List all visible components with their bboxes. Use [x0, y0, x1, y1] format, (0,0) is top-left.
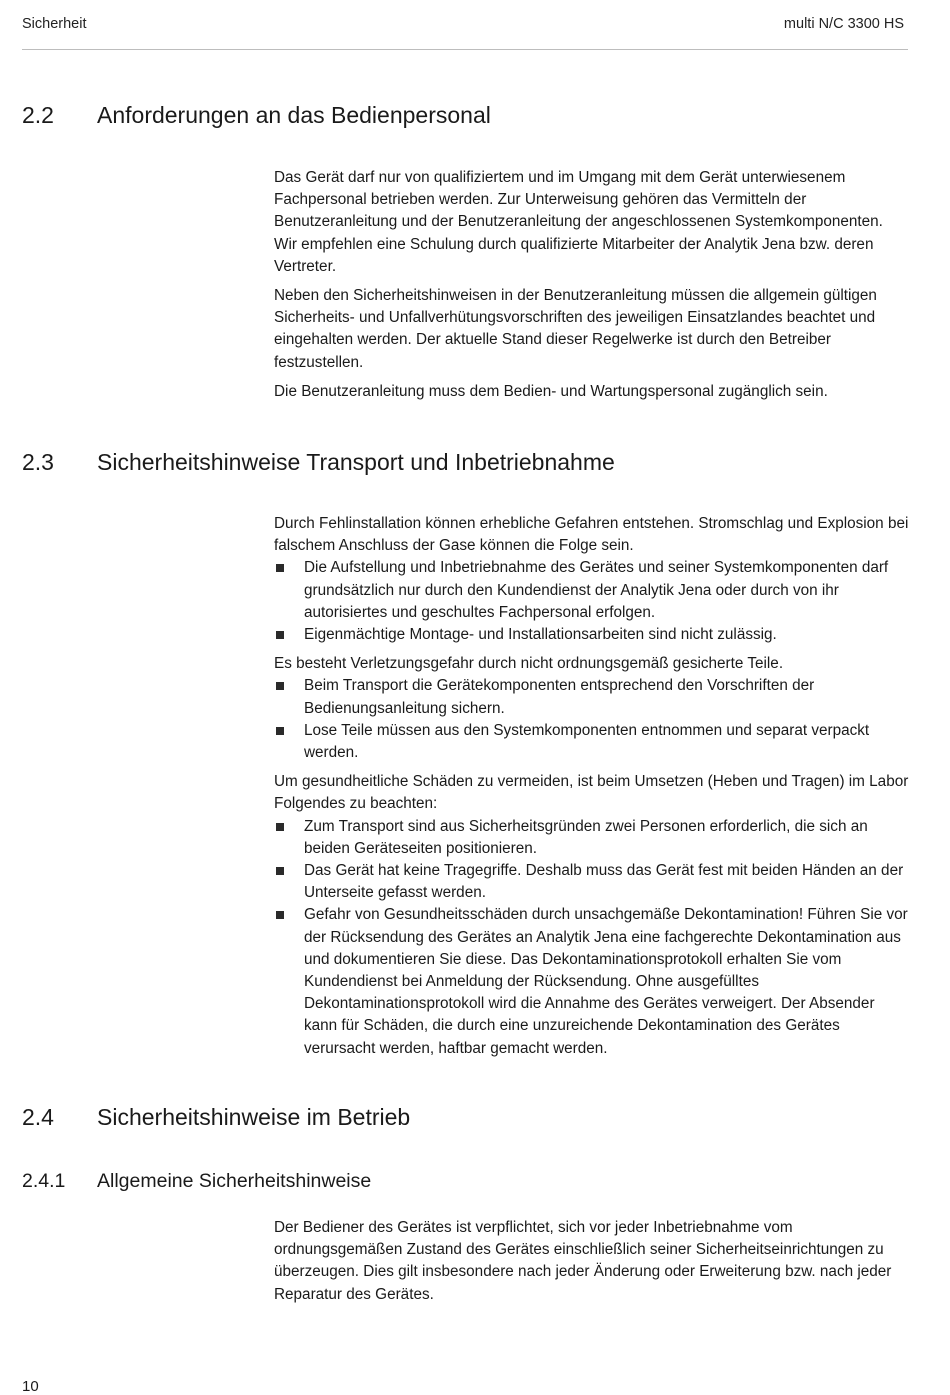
square-bullet-icon: [276, 682, 284, 690]
list-item: [274, 904, 910, 1059]
list-item-text: Gefahr von Gesundheitsschäden durch unsachgemäße Dekontamination! Führen Sie vor der Rücksendung des Gerätes an Analytik Jena eine fachgerechte Dekontamination aus und dokumentieren Sie diese. Das Dekontaminationsprotokoll erhalten Sie vom Kundendienst bei Anmeldung der Rücksendung. Ohne ausgefülltes Dekontaminationsprotokoll wird die Annahme des Gerätes verweigert. Der Absender kann für Schäden, die durch eine unzureichende Dekontamination des Gerätes verursacht werden, haftbar gemacht werden.: [304, 906, 908, 1057]
section-title: Sicherheitshinweise im Betrieb: [97, 1104, 411, 1130]
list-item: [274, 557, 910, 624]
square-bullet-icon: [276, 631, 284, 639]
list-item: [274, 675, 910, 719]
paragraph: Die Benutzeranleitung muss dem Bedien- und Wartungspersonal zugänglich sein.: [274, 382, 828, 400]
section-title: Anforderungen an das Bedienpersonal: [97, 102, 491, 128]
list-item-text: Zum Transport sind aus Sicherheitsgründen zwei Personen erforderlich, die sich an beiden Geräteseiten positionieren.: [304, 817, 868, 857]
list-item-text: Eigenmächtige Montage- und Installationsarbeiten sind nicht zulässig.: [304, 626, 777, 644]
square-bullet-icon: [276, 911, 284, 919]
section-2-3-body: [274, 513, 910, 1067]
running-header-chapter: Sicherheit: [22, 16, 87, 32]
paragraph: Es besteht Verletzungsgefahr durch nicht ordnungsgemäß gesicherte Teile.: [274, 655, 784, 673]
subsection-number: 2.4.1: [22, 1170, 66, 1192]
bullet-list: [274, 675, 910, 764]
square-bullet-icon: [276, 867, 284, 875]
list-item: [274, 816, 910, 860]
paragraph: Das Gerät darf nur von qualifiziertem und im Umgang mit dem Gerät unterwiesenem Fachpersonal betrieben werden. Zur Unterweisung gehören das Vermitteln der Benutzeranleitung und der Benutzeranleitung der angeschlossenen Systemkomponenten. Wir empfehlen eine Schulung durch qualifizierte Mitarbeiter der Analytik Jena bzw. deren Vertreter.: [274, 169, 883, 275]
section-number: 2.2: [22, 102, 54, 128]
list-item: [274, 860, 910, 904]
running-header-product: multi N/C 3300 HS: [783, 16, 904, 32]
section-number: 2.3: [22, 449, 54, 475]
list-item-text: Die Aufstellung und Inbetriebnahme des Gerätes und seiner Systemkomponenten darf grundsätzlich nur durch den Kundendienst der Analytik Jena oder durch von ihr autorisiertes und geschultes Fachpersonal erfolgen.: [304, 559, 889, 621]
header-divider: [22, 49, 908, 50]
section-title: Sicherheitshinweise Transport und Inbetriebnahme: [97, 449, 615, 475]
square-bullet-icon: [276, 823, 284, 831]
subsection-title: Allgemeine Sicherheitshinweise: [97, 1170, 372, 1192]
list-item-text: Das Gerät hat keine Tragegriffe. Deshalb muss das Gerät fest mit beiden Händen an der Unterseite gefasst werden.: [304, 862, 904, 902]
paragraph: Durch Fehlinstallation können erhebliche Gefahren entstehen. Stromschlag und Explosion bei falschem Anschluss der Gase können die Folge sein.: [274, 515, 909, 555]
bullet-list: [274, 557, 910, 646]
paragraph: Neben den Sicherheitshinweisen in der Benutzeranleitung müssen die allgemein gültigen Sicherheits- und Unfallverhütungsvorschriften des jeweiligen Einsatzlandes beachtet und eingehalten werden. Der aktuelle Stand dieser Regelwerke ist durch den Betreiber festzustellen.: [274, 287, 877, 371]
list-item: [274, 720, 910, 764]
square-bullet-icon: [276, 564, 284, 572]
list-item-text: Lose Teile müssen aus den Systemkomponenten entnommen und separat verpackt werden.: [304, 721, 870, 762]
paragraph: Der Bediener des Gerätes ist verpflichtet, sich vor jeder Inbetriebnahme vom ordnungsgemäßen Zustand des Gerätes einschließlich seiner Sicherheitseinrichtungen zu überzeugen. Dies gilt insbesondere nach jeder Änderung oder Erweiterung bzw. nach jeder Reparatur des Gerätes.: [274, 1219, 892, 1303]
paragraph: Um gesundheitliche Schäden zu vermeiden, ist beim Umsetzen (Heben und Tragen) im Labor Folgendes zu beachten:: [274, 773, 909, 813]
bullet-list: [274, 816, 910, 1060]
page-number: 10: [22, 1378, 39, 1395]
list-item-text: Beim Transport die Gerätekomponenten entsprechend den Vorschriften der Bedienungsanleitung sichern.: [304, 677, 815, 717]
section-number: 2.4: [22, 1104, 54, 1130]
section-2-4-1-body: [274, 1217, 910, 1313]
list-item: [274, 624, 910, 646]
section-2-2-body: [274, 167, 910, 410]
square-bullet-icon: [276, 727, 284, 735]
